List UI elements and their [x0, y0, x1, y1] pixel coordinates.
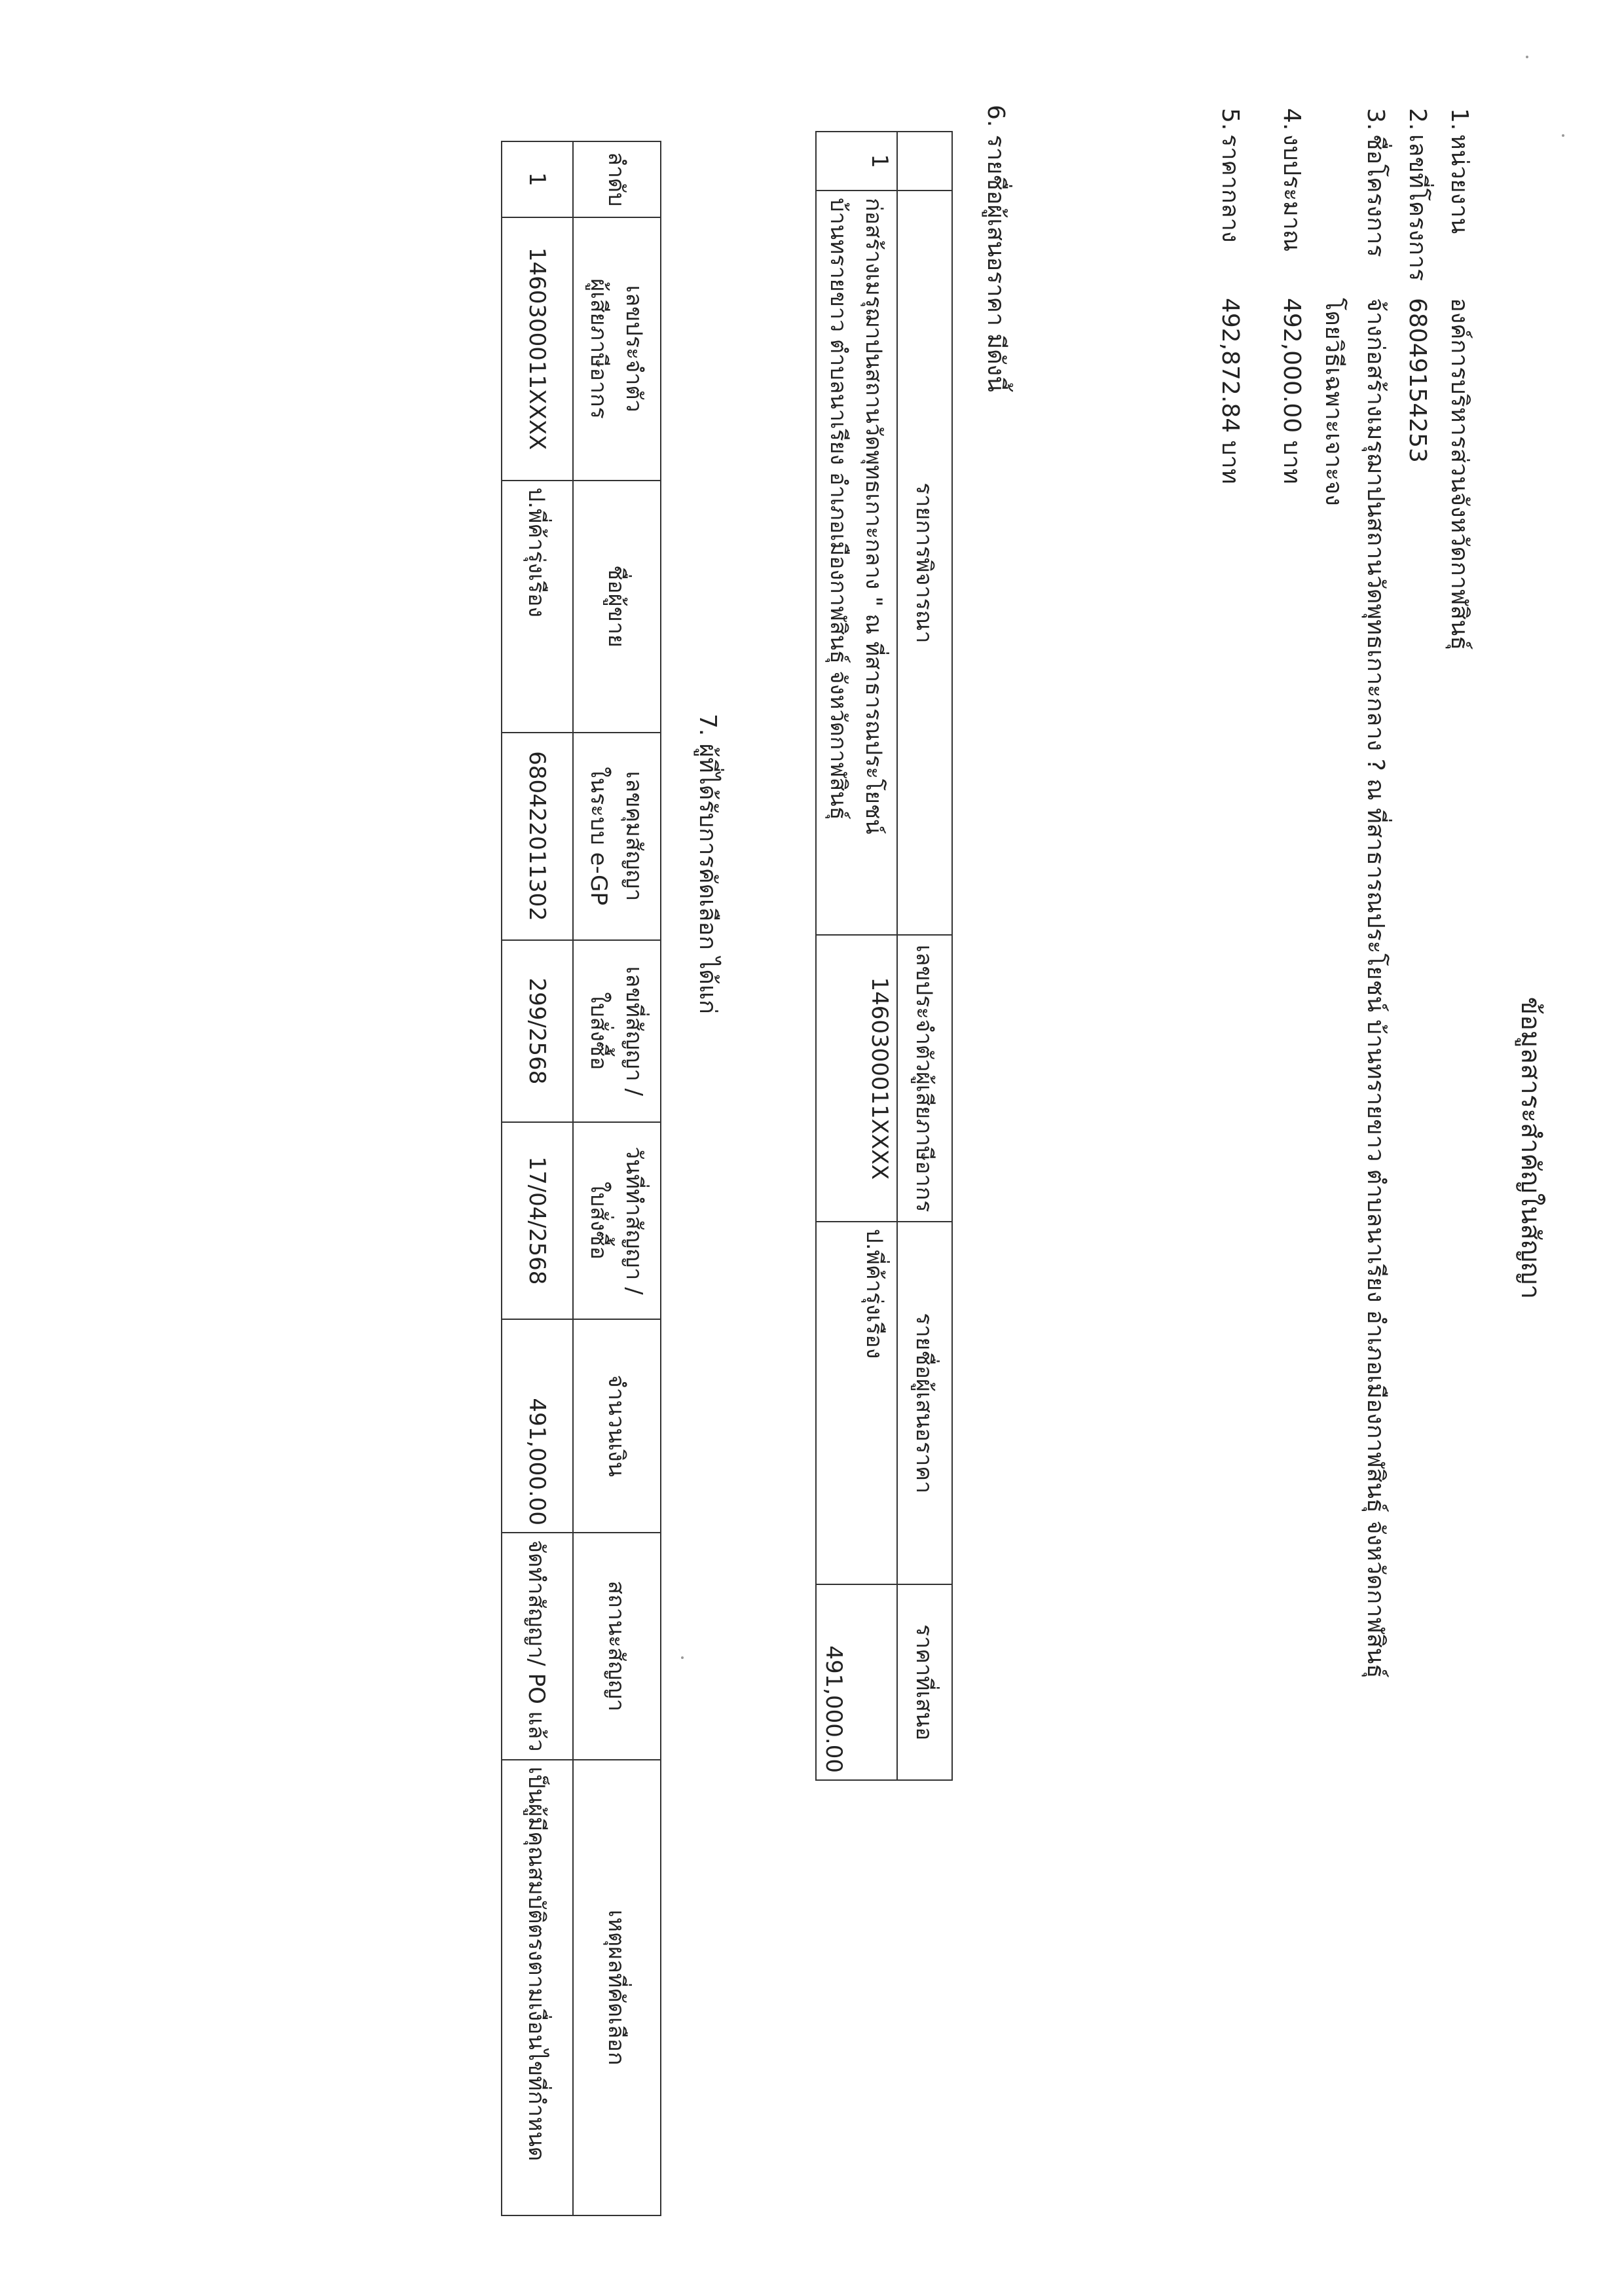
column-header: เลขประจำตัวผู้เสียภาษีอากร [897, 935, 952, 1222]
info-label: ชื่อโครงการ [1362, 134, 1389, 257]
info-number: 2. [1404, 108, 1431, 131]
info-value: 492,000.00 บาท [1278, 298, 1305, 484]
header-line: เหตุผลที่คัดเลือก [603, 1909, 629, 2066]
info-label: งบประมาณ [1278, 134, 1305, 252]
header-line: ใบสั่งซื้อ [585, 1181, 612, 1260]
cell-contract-date: 17/04/2568 [502, 1122, 573, 1319]
cell-reason: เป็นผู้มีคุณสมบัติตรงตามเงื่อนไขที่กำหนด [502, 1760, 573, 2215]
column-header [573, 217, 661, 481]
header-line: เลขประจำตัว [621, 285, 647, 412]
info-value: 492,872.84 บาท [1217, 298, 1244, 484]
section-7-heading: 7. ผู้ที่ได้รับการคัดเลือก ได้แก่ [694, 714, 721, 1014]
cell-status: จัดทำสัญญา/ PO แล้ว [502, 1533, 573, 1760]
header-line: ใบสั่งซื้อ [585, 992, 612, 1070]
column-header: ราคาที่เสนอ [897, 1584, 952, 1780]
info-row-method [1312, 108, 1354, 1678]
cell-bidder: ป.พี่ค้ารุ่งเรือง [816, 1222, 897, 1584]
header-line: จำนวนเงิน [603, 1374, 629, 1477]
header-line: ลำดับ [603, 151, 629, 207]
cell-item-line: บ้านทรายขาว ตำบลนาเรียง อำเภอเมืองกาฬสินธุ์ จังหวัดกาฬสินธุ์ [825, 198, 851, 820]
column-header [573, 940, 661, 1123]
column-header: รายการพิจารณา [897, 191, 952, 935]
cell-tax-id: 1460300011XXXX [502, 217, 573, 481]
header-line: สถานะสัญญา [603, 1580, 629, 1712]
column-header [897, 132, 952, 191]
info-row-project-name [1354, 108, 1396, 1678]
cell-item-line: ก่อสร้างเมรุฌาปนสถานวัดพุทธเกาะกลาง " ณ ที่สาธารณประโยชน์ [860, 198, 887, 835]
column-header [573, 1319, 661, 1533]
cell-contract-control: 680422011302 [502, 733, 573, 940]
table-row [502, 141, 573, 2215]
document-title: ข้อมูลสาระสำคัญในสัญญา [1515, 996, 1545, 1300]
cell-number: 1 [816, 132, 897, 191]
column-header [573, 481, 661, 733]
header-line: ในระบบ e-GP [585, 767, 612, 905]
info-value: องค์การบริหารส่วนจังหวัดกาฬสินธุ์ [1446, 298, 1473, 651]
header-line: วันที่ทำสัญญา / [621, 1146, 647, 1295]
info-row-median-price [1209, 108, 1251, 1678]
column-header: รายชื่อผู้เสนอราคา [897, 1222, 952, 1584]
project-info [1209, 108, 1480, 1678]
info-number: 3. [1362, 108, 1389, 131]
info-number: 5. [1217, 108, 1244, 131]
info-row-agency [1438, 108, 1480, 1678]
table-header-row [897, 132, 952, 1780]
column-header [573, 733, 661, 940]
section-6-heading: 6. รายชื่อผู้เสนอราคา มีดังนี้ [982, 105, 1009, 392]
column-header [573, 141, 661, 217]
header-line: เลขที่สัญญา / [621, 966, 647, 1096]
info-row-budget [1270, 108, 1312, 1678]
cell-item [816, 191, 897, 935]
header-line: เลขคุมสัญญา [621, 771, 647, 902]
cell-tax-id: 1460300011XXXX [816, 935, 897, 1222]
bidders-table [815, 131, 953, 1781]
info-label: เลขที่โครงการ [1404, 134, 1431, 282]
selected-vendor-table [501, 141, 661, 2216]
header-line: ชื่อผู้ขาย [603, 565, 629, 647]
cell-amount: 491,000.00 [502, 1319, 573, 1533]
info-row-project-number [1396, 108, 1438, 1678]
info-label: หน่วยงาน [1446, 134, 1473, 234]
table-header-row [573, 141, 661, 2215]
info-value: จ้างก่อสร้างเมรุฌาปนสถานวัดพุทธเกาะกลาง ? ณ ที่สาธารณประโยชน์ บ้านทรายขาว ตำบลนาเรียง อำเภอเมืองกาฬสินธุ์ จังหวัดกาฬสินธุ์ [1362, 298, 1389, 1679]
cell-vendor: ป.พี่ค้ารุ่งเรือง [502, 481, 573, 733]
column-header [573, 1122, 661, 1319]
column-header [573, 1533, 661, 1760]
column-header [573, 1760, 661, 2215]
info-label: ราคากลาง [1217, 134, 1244, 243]
cell-contract-number: 299/2568 [502, 940, 573, 1123]
info-value: 68049154253 [1404, 298, 1431, 463]
cell-price: 491,000.00 [816, 1584, 897, 1780]
info-number: 4. [1278, 108, 1305, 131]
info-number: 1. [1446, 108, 1473, 131]
cell-number: 1 [502, 141, 573, 217]
table-row [816, 132, 897, 1780]
info-value: โดยวิธีเฉพาะเจาะจง [1320, 298, 1347, 506]
header-line: ผู้เสียภาษีอากร [585, 278, 612, 419]
